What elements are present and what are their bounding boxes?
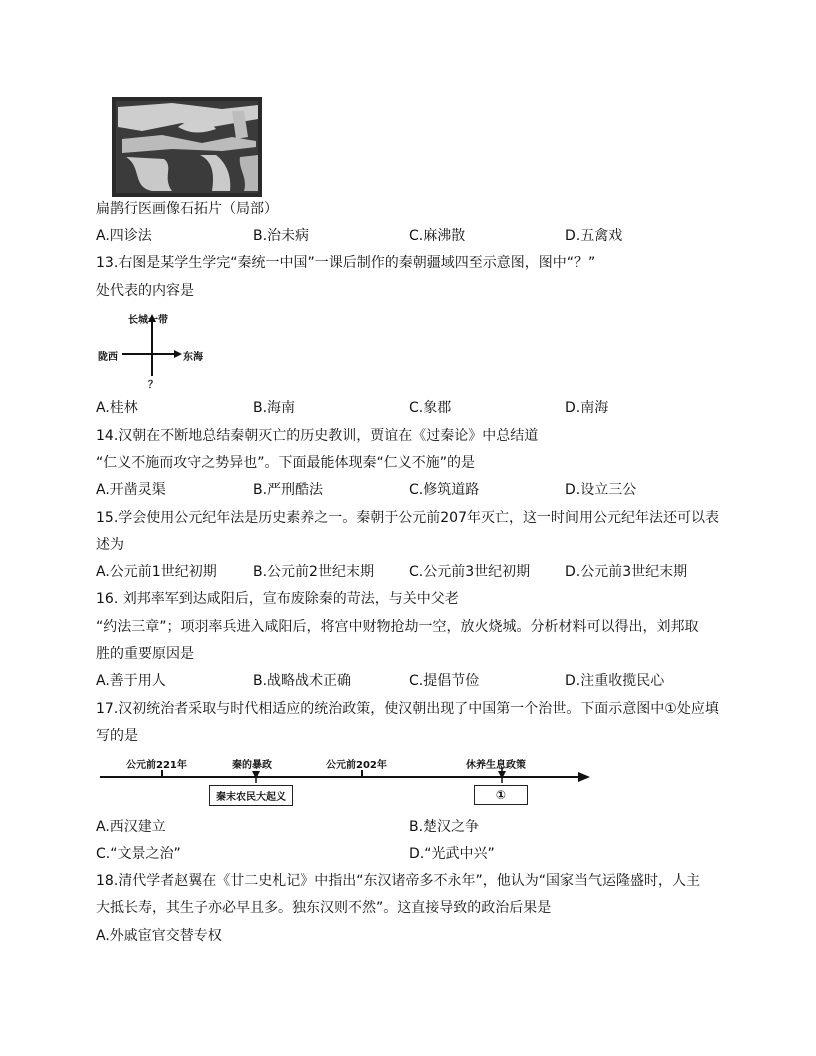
q16-stem-line3: 胜的重要原因是 [96, 646, 194, 662]
q12-option-c[interactable]: C.麻沸散 [409, 228, 466, 244]
q16-stem-line2: “约法三章”；项羽率兵进入咸阳后，将宫中财物抢劫一空，放火烧城。分析材料可以得出，刘邦取 [96, 619, 699, 635]
timeline-box-peasant-uprising: 秦末农民大起义 [209, 785, 293, 806]
timeline-label-202bc: 公元前202年 [326, 760, 387, 771]
q13-stem-line1: 13.右图是某学生学完“秦统一中国”一课后制作的秦朝疆域四至示意图，图中“？” [96, 255, 596, 271]
q15-option-d[interactable]: D.公元前3世纪末期 [565, 564, 688, 580]
q14-option-c[interactable]: C.修筑道路 [409, 482, 480, 498]
q17-stem-line2: 写的是 [96, 728, 138, 744]
q12-option-a[interactable]: A.四诊法 [96, 228, 152, 244]
timeline-label-qin-tyranny: 秦的暴政 [232, 760, 272, 771]
stone-rubbing-image [112, 97, 262, 197]
q14-option-a[interactable]: A.开凿灵渠 [96, 482, 166, 498]
q13-option-b[interactable]: B.海南 [253, 400, 296, 416]
q16-option-d[interactable]: D.注重收揽民心 [565, 673, 665, 689]
q13-option-a[interactable]: A.桂林 [96, 400, 138, 416]
q18-option-a[interactable]: A.外戚宦官交替专权 [96, 928, 222, 944]
q14-stem-line2: “仁义不施而攻守之势异也”。下面最能体现秦“仁义不施”的是 [96, 455, 476, 471]
timeline-label-221bc: 公元前221年 [126, 760, 187, 771]
image-caption: 扁鹊行医画像石拓片（局部） [96, 201, 278, 217]
q12-option-b[interactable]: B.治未病 [253, 228, 310, 244]
q18-stem-line2: 大抵长寿，其生子亦必早且多。独东汉则不然”。这直接导致的政治后果是 [96, 900, 552, 916]
q15-option-a[interactable]: A.公元前1世纪初期 [96, 564, 217, 580]
q16-option-c[interactable]: C.提倡节俭 [409, 673, 480, 689]
q15-option-b[interactable]: B.公元前2世纪末期 [253, 564, 374, 580]
q15-stem-line1: 15.学会使用公元纪年法是历史素养之一。秦朝于公元前207年灭亡，这一时间用公元纪年法还可以表 [96, 510, 719, 526]
diagram-west-label: 陇西 [98, 352, 118, 363]
diagram-south-label: ？ [148, 380, 158, 391]
q15-stem-line2: 述为 [96, 537, 124, 553]
q14-stem-line1: 14.汉朝在不断地总结秦朝灭亡的历史教训，贾谊在《过秦论》中总结道 [96, 428, 539, 444]
q18-stem-line1: 18.清代学者赵翼在《廿二史札记》中指出“东汉诸帝多不永年”，他认为“国家当气运隆盛时，人主 [96, 873, 701, 889]
q17-option-c[interactable]: C.“文景之治” [96, 846, 181, 862]
q14-option-d[interactable]: D.设立三公 [565, 482, 637, 498]
diagram-north-label: 长城一带 [128, 315, 168, 326]
diagram-east-label: 东海 [183, 352, 203, 363]
q14-option-b[interactable]: B.严刑酷法 [253, 482, 324, 498]
q13-option-c[interactable]: C.象郡 [409, 400, 452, 416]
q13-option-d[interactable]: D.南海 [565, 400, 609, 416]
q17-stem-line1: 17.汉初统治者采取与时代相适应的统治政策，使汉朝出现了中国第一个治世。下面示意图中①处应填 [96, 701, 719, 717]
q17-option-b[interactable]: B.楚汉之争 [409, 819, 480, 835]
q16-stem-line1: 16. 刘邦率军到达咸阳后，宣布废除秦的苛法，与关中父老 [96, 591, 459, 607]
q12-option-d[interactable]: D.五禽戏 [565, 228, 623, 244]
q16-option-a[interactable]: A.善于用人 [96, 673, 166, 689]
q16-option-b[interactable]: B.战略战术正确 [253, 673, 352, 689]
q13-stem-line2: 处代表的内容是 [96, 283, 194, 299]
q17-option-a[interactable]: A.西汉建立 [96, 819, 166, 835]
timeline-label-recuperation-policy: 休养生息政策 [466, 760, 526, 771]
timeline-box-blank: ① [474, 785, 528, 805]
q17-option-d[interactable]: D.“光武中兴” [409, 846, 495, 862]
q15-option-c[interactable]: C.公元前3世纪初期 [409, 564, 531, 580]
